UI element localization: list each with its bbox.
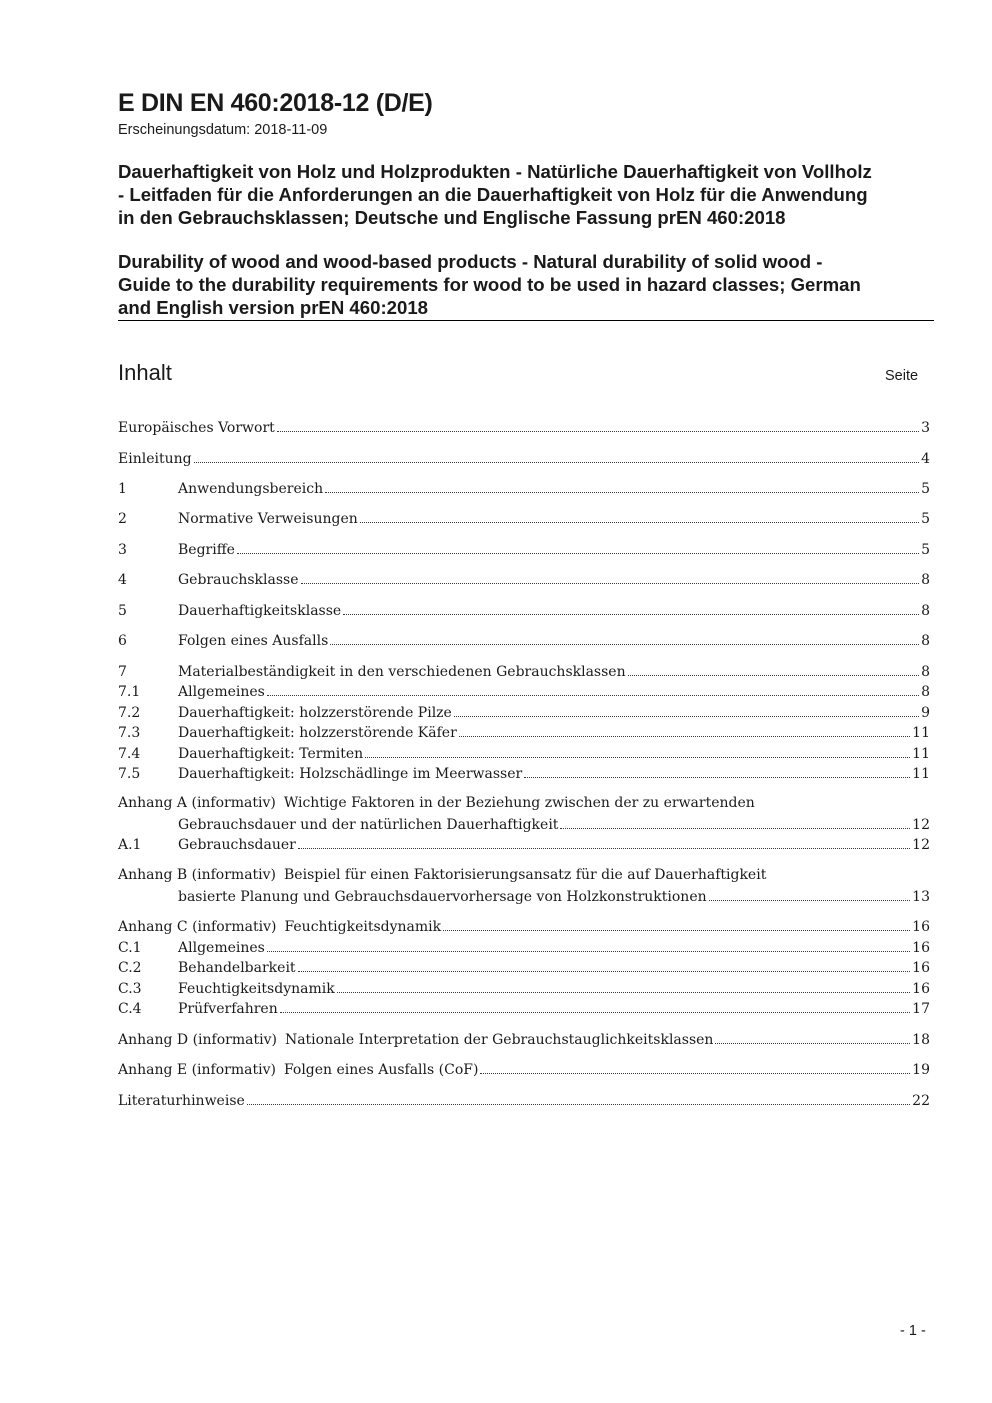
document-id: E DIN EN 460:2018-12 (D/E)	[118, 89, 433, 117]
toc-entry[interactable]	[118, 938, 930, 957]
toc-entry-title: Beispiel für einen Faktorisierungsansatz für die auf Dauerhaftigkeit	[284, 867, 767, 883]
toc-page-number: 5	[921, 481, 930, 497]
toc-dot-leader	[343, 601, 919, 615]
toc-page-number: 5	[921, 542, 930, 558]
toc-dot-leader	[267, 938, 910, 952]
toc-annex-entry-continuation[interactable]	[178, 887, 930, 906]
toc-annex-entry[interactable]	[118, 1030, 930, 1049]
toc-page-column-label: Seite	[885, 368, 919, 384]
toc-dot-leader	[709, 887, 911, 901]
title-german-line: - Leitfaden für die Anforderungen an die Dauerhaftigkeit von Holz für die Anwendung	[118, 184, 868, 205]
title-english-line: Durability of wood and wood-based products - Natural durability of solid wood -	[118, 251, 823, 272]
toc-entry-title-continuation: Gebrauchsdauer und der natürlichen Dauerhaftigkeit	[178, 817, 559, 833]
title-english	[118, 250, 938, 319]
toc-dot-leader	[267, 682, 919, 696]
toc-entry[interactable]	[118, 418, 930, 437]
toc-entry[interactable]	[118, 509, 930, 528]
toc-entry-title: Dauerhaftigkeit: Termiten	[178, 746, 364, 762]
toc-page-number: 18	[912, 1032, 930, 1048]
toc-entry[interactable]	[118, 540, 930, 559]
toc-section-number: 4	[118, 572, 127, 588]
toc-dot-leader	[337, 979, 910, 993]
title-german	[118, 160, 938, 229]
toc-page-number: 16	[912, 940, 930, 956]
toc-annex-entry[interactable]	[118, 794, 930, 813]
toc-page-number: 9	[921, 705, 930, 721]
toc-page-number: 19	[912, 1062, 930, 1078]
toc-page-number: 3	[921, 420, 930, 436]
toc-entry-title: Gebrauchsdauer	[178, 837, 296, 853]
toc-annex-entry[interactable]	[118, 1060, 930, 1079]
toc-dot-leader	[360, 509, 919, 523]
toc-dot-leader	[524, 764, 910, 778]
header-divider	[118, 320, 934, 321]
title-english-line: Guide to the durability requirements for wood to be used in hazard classes; German	[118, 274, 861, 295]
toc-page-number: 8	[921, 572, 930, 588]
toc-page-number: 11	[912, 746, 930, 762]
toc-section-number: A.1	[118, 837, 142, 853]
title-english-line: and English version prEN 460:2018	[118, 297, 429, 318]
toc-entry-title: Allgemeines	[178, 940, 265, 956]
toc-entry[interactable]	[118, 764, 930, 783]
toc-entry-title: Einleitung	[118, 451, 192, 467]
toc-entry[interactable]	[118, 449, 930, 468]
toc-annex-label: Anhang E (informativ)	[118, 1062, 276, 1078]
toc-dot-leader	[560, 815, 910, 829]
toc-entry-title: Wichtige Faktoren in der Beziehung zwischen der zu erwartenden	[283, 795, 755, 811]
toc-annex-label: Anhang A (informativ)	[118, 795, 276, 811]
toc-entry-title: Folgen eines Ausfalls	[178, 633, 329, 649]
toc-section-number: 3	[118, 542, 127, 558]
toc-section-number: C.1	[118, 940, 142, 956]
toc-entry-title: Nationale Interpretation der Gebrauchstauglichkeitsklassen	[284, 1032, 714, 1048]
toc-annex-entry[interactable]	[118, 917, 930, 936]
toc-annex-label: Anhang D (informativ)	[118, 1032, 277, 1048]
toc-section-number: 1	[118, 481, 127, 497]
toc-section-number: 2	[118, 511, 127, 527]
toc-entry-title: Normative Verweisungen	[178, 511, 358, 527]
toc-entry[interactable]	[118, 835, 930, 854]
toc-dot-leader	[237, 540, 919, 554]
toc-entry-title: Dauerhaftigkeit: holzzerstörende Käfer	[178, 725, 457, 741]
toc-entry[interactable]	[118, 1091, 930, 1110]
toc-dot-leader	[628, 662, 919, 676]
toc-page-number: 16	[912, 919, 930, 935]
toc-entry-title: Begriffe	[178, 542, 235, 558]
toc-section-number: 7.2	[118, 705, 141, 721]
toc-dot-leader	[443, 917, 910, 931]
toc-entry-title: Folgen eines Ausfalls (CoF)	[283, 1062, 479, 1078]
toc-annex-entry[interactable]	[118, 866, 930, 885]
toc-entry[interactable]	[118, 999, 930, 1018]
title-german-line: Dauerhaftigkeit von Holz und Holzprodukten - Natürliche Dauerhaftigkeit von Vollholz	[118, 161, 872, 182]
toc-entry-title: Behandelbarkeit	[178, 960, 296, 976]
toc-page-number: 13	[912, 889, 930, 905]
toc-entry[interactable]	[118, 682, 930, 701]
toc-entry-title: Feuchtigkeitsdynamik	[284, 919, 442, 935]
toc-dot-leader	[247, 1091, 910, 1105]
toc-page-number: 8	[921, 603, 930, 619]
toc-dot-leader	[277, 418, 919, 432]
toc-heading: Inhalt	[118, 360, 172, 385]
toc-page-number: 11	[912, 725, 930, 741]
toc-dot-leader	[325, 479, 919, 493]
toc-entry[interactable]	[118, 723, 930, 742]
toc-entry-title: Anwendungsbereich	[178, 481, 324, 497]
toc-page-number: 8	[921, 684, 930, 700]
toc-dot-leader	[330, 631, 919, 645]
toc-entry[interactable]	[118, 703, 930, 722]
title-german-line: in den Gebrauchsklassen; Deutsche und Englische Fassung prEN 460:2018	[118, 207, 786, 228]
toc-dot-leader	[194, 449, 920, 463]
toc-page-number: 8	[921, 633, 930, 649]
toc-page-number: 12	[912, 817, 930, 833]
toc-entry-title: Prüfverfahren	[178, 1001, 278, 1017]
toc-page-number: 16	[912, 981, 930, 997]
toc-entry[interactable]	[118, 601, 930, 620]
publication-date: Erscheinungsdatum: 2018-11-09	[118, 122, 328, 138]
toc-dot-leader	[365, 744, 910, 758]
toc-entry-title-continuation: basierte Planung und Gebrauchsdauervorhersage von Holzkonstruktionen	[178, 889, 707, 905]
toc-section-number: 7.3	[118, 725, 141, 741]
toc-page-number: 5	[921, 511, 930, 527]
page-number: - 1 -	[900, 1323, 926, 1339]
toc-page-number: 12	[912, 837, 930, 853]
toc-entry-title: Dauerhaftigkeit: Holzschädlinge im Meerwasser	[178, 766, 523, 782]
toc-dot-leader	[298, 835, 910, 849]
toc-entry[interactable]	[118, 631, 930, 650]
toc-entry-title: Feuchtigkeitsdynamik	[178, 981, 335, 997]
toc-entry-title: Materialbeständigkeit in den verschiedenen Gebrauchsklassen	[178, 664, 626, 680]
toc-annex-label: Anhang C (informativ)	[118, 919, 277, 935]
toc-dot-leader	[298, 958, 911, 972]
toc-entry[interactable]	[118, 662, 930, 681]
toc-page-number: 16	[912, 960, 930, 976]
toc-page-number: 17	[912, 1001, 930, 1017]
toc-section-number: 5	[118, 603, 127, 619]
toc-page-number: 8	[921, 664, 930, 680]
toc-entry[interactable]	[118, 570, 930, 589]
toc-entry[interactable]	[118, 979, 930, 998]
toc-entry[interactable]	[118, 744, 930, 763]
toc-entry[interactable]	[118, 479, 930, 498]
toc-dot-leader	[459, 723, 910, 737]
toc-entry-title: Europäisches Vorwort	[118, 420, 275, 436]
toc-annex-entry-continuation[interactable]	[178, 815, 930, 834]
toc-entry-title: Allgemeines	[178, 684, 265, 700]
toc-entry-title: Dauerhaftigkeitsklasse	[178, 603, 342, 619]
toc-dot-leader	[715, 1030, 910, 1044]
toc-annex-label: Anhang B (informativ)	[118, 867, 277, 883]
toc-page-number: 11	[912, 766, 930, 782]
toc-section-number: C.3	[118, 981, 142, 997]
toc-page-number: 4	[921, 451, 930, 467]
toc-entry-title: Dauerhaftigkeit: holzzerstörende Pilze	[178, 705, 452, 721]
toc-page-number: 22	[912, 1093, 930, 1109]
toc-entry[interactable]	[118, 958, 930, 977]
toc-section-number: 7.1	[118, 684, 141, 700]
toc-entry-title: Literaturhinweise	[118, 1093, 245, 1109]
toc-dot-leader	[480, 1060, 910, 1074]
toc-dot-leader	[301, 570, 920, 584]
toc-dot-leader	[454, 703, 919, 717]
toc-section-number: C.2	[118, 960, 142, 976]
toc-section-number: 6	[118, 633, 127, 649]
toc-section-number: 7	[118, 664, 127, 680]
toc-section-number: C.4	[118, 1001, 142, 1017]
toc-section-number: 7.4	[118, 746, 141, 762]
toc-dot-leader	[280, 999, 910, 1013]
toc-section-number: 7.5	[118, 766, 141, 782]
toc-entry-title: Gebrauchsklasse	[178, 572, 299, 588]
